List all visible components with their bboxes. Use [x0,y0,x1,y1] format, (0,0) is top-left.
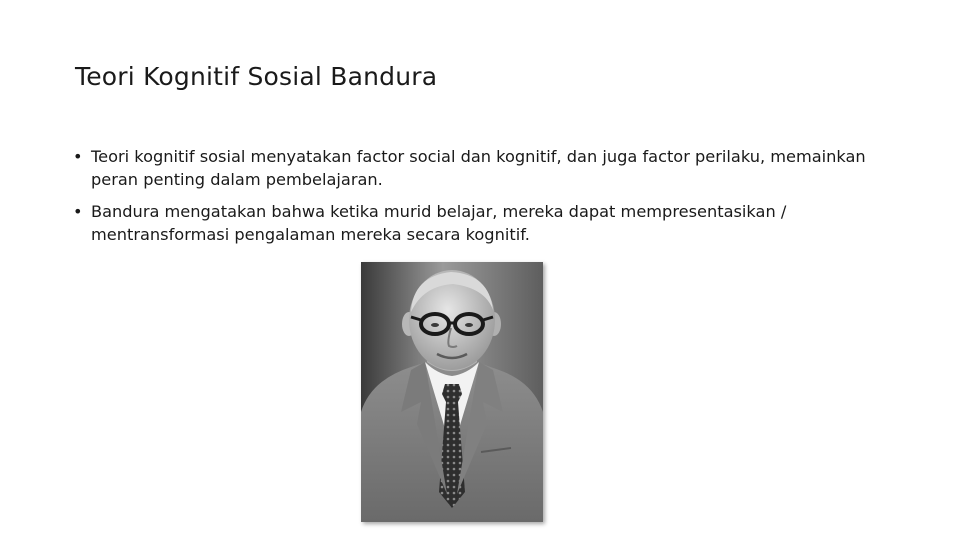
bullet-marker: • [73,147,83,166]
bullet-list [70,145,910,255]
bullet-text: Bandura mengatakan bahwa ketika murid belajar, mereka dapat mempresentasikan / mentransformasi pengalaman mereka secara kognitif. [91,202,787,244]
bullet-text: Teori kognitif sosial menyatakan factor social dan kognitif, dan juga factor perilaku, memainkan peran penting dalam pembelajaran. [91,147,866,189]
bullet-item [70,200,910,246]
bullet-marker: • [73,202,83,221]
slide-title: Teori Kognitif Sosial Bandura [75,62,438,91]
bullet-item [70,145,910,191]
portrait-illustration [361,262,543,522]
portrait-photo [361,262,543,522]
